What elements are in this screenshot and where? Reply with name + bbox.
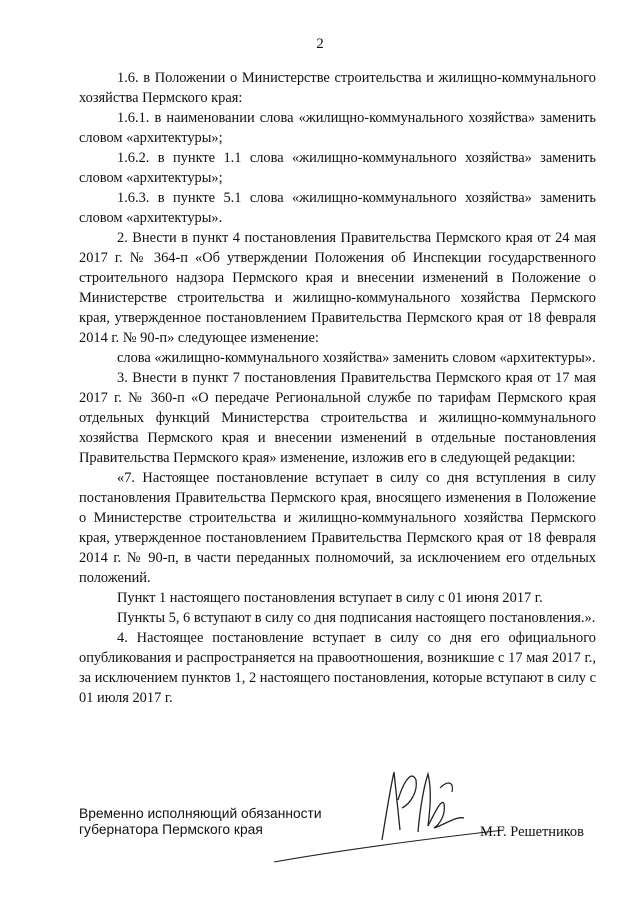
paragraph-3-points-5-6: Пункты 5, 6 вступают в силу со дня подписания настоящего постановления.». [117,610,596,626]
paragraph-3-quote: «7. Настоящее постановление вступает в силу со дня вступления в силу постановления Правительства Пермского края, вносящего изменения в Положение о Министерстве строительства и жилищно-коммунального хозяйства Пермского края, утвержденное постановлением Правительства Пермского края от 18 февраля 2014 г. № 90-п, в части переданных полномочий, за исключением его отдельных положений. [79,470,596,586]
document-body [79,68,596,708]
signatory-position-line-1: Временно исполняющий обязанности [79,806,322,821]
paragraph-2-change: слова «жилищно-коммунального хозяйства» заменить словом «архитектуры». [117,350,596,366]
page-number: 2 [316,36,324,52]
paragraph-1-6-1: 1.6.1. в наименовании слова «жилищно-коммунального хозяйства» заменить словом «архитектуры»; [79,110,596,146]
paragraph-4: 4. Настоящее постановление вступает в силу со дня его официального опубликования и распространяется на правоотношения, возникшие с 17 мая 2017 г., за исключением пунктов 1, 2 настоящего постановления, которые вступают в силу с 01 июля 2017 г. [79,630,596,706]
paragraph-1-6-3: 1.6.3. в пункте 5.1 слова «жилищно-коммунального хозяйства» заменить словом «архитектуры». [79,190,596,226]
handwritten-signature [270,760,510,870]
paragraph-1-6: 1.6. в Положении о Министерстве строительства и жилищно-коммунального хозяйства Пермского края: [79,70,596,106]
signatory-name: М.Г. Решетников [480,824,584,840]
paragraph-2: 2. Внести в пункт 4 постановления Правительства Пермского края от 24 мая 2017 г. № 364-п «Об утверждении Положения об Инспекции государственного строительного надзора Пермского края и внесении изменений в Положение о Министерстве строительства и жилищно-коммунального хозяйства Пермского края, утвержденное постановлением Правительства Пермского края от 18 февраля 2014 г. № 90-п» следующее изменение: [79,230,596,346]
signatory-position-line-2: губернатора Пермского края [79,822,263,837]
paragraph-3-point-1: Пункт 1 настоящего постановления вступает в силу с 01 июня 2017 г. [117,590,543,606]
paragraph-3: 3. Внести в пункт 7 постановления Правительства Пермского края от 17 мая 2017 г. № 360-п «О передаче Региональной службе по тарифам Пермского края отдельных функций Министерства строительства и жилищно-коммунального хозяйства Пермского края и внесении изменений в отдельные постановления Правительства Пермского края» изменение, изложив его в следующей редакции: [79,370,596,466]
paragraph-1-6-2: 1.6.2. в пункте 1.1 слова «жилищно-коммунального хозяйства» заменить словом «архитектуры»; [79,150,596,186]
